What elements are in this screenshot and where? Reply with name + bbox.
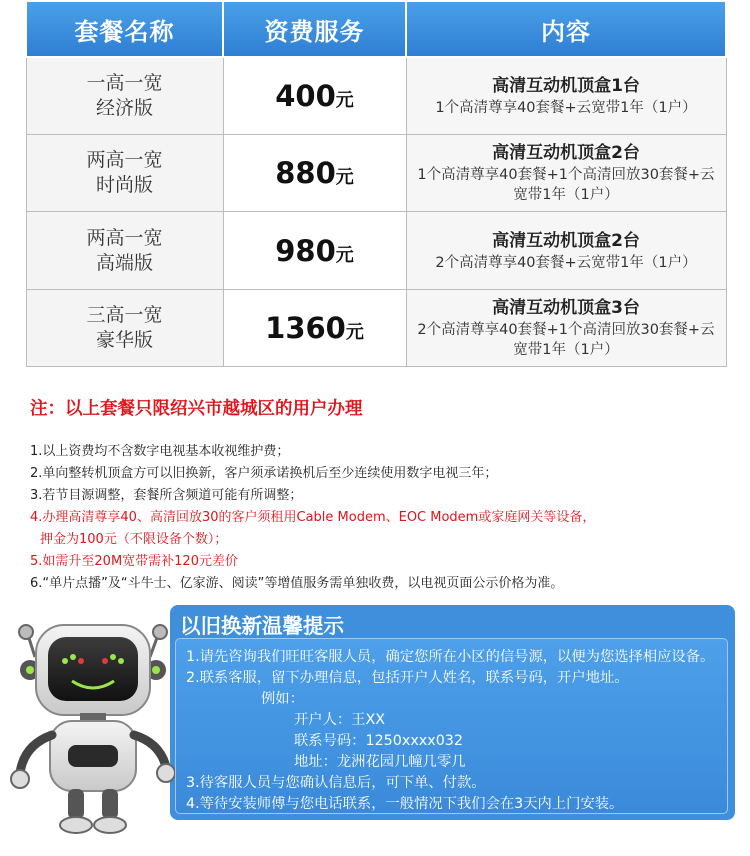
tip-line: 2.联系客服，留下办理信息，包括开户人姓名，联系号码，开户地址。 (186, 670, 629, 686)
price-value: 980 (275, 233, 336, 268)
content-cell (406, 135, 726, 212)
package-name-line2: 经济版 (95, 97, 153, 120)
tip-example-line: 地址：龙洲花园几幢几零几 (294, 754, 466, 770)
price-cell (223, 212, 406, 289)
content-detail: 1个高清尊享40套餐+云宽带1年（1户） (435, 100, 697, 117)
note-item: 5.如需升至20M宽带需补120元差价 (30, 554, 238, 569)
robot-mascot-icon (10, 595, 175, 845)
price-unit: 元 (345, 321, 364, 343)
header-content: 内容 (406, 1, 726, 57)
note-item: 2.单向整转机顶盒方可以旧换新，客户须承诺换机后至少连续使用数字电视三年； (30, 466, 498, 481)
table-row (26, 135, 726, 212)
tip-example-label: 例如： (261, 691, 304, 707)
price-unit: 元 (335, 90, 354, 112)
tip-example-line: 开户人：王XX (294, 712, 386, 728)
tips-body (175, 638, 728, 814)
package-name-line1: 三高一宽 (86, 303, 163, 326)
package-table (25, 0, 727, 367)
price-value: 400 (275, 79, 336, 114)
notes-list (30, 441, 730, 595)
tips-panel (170, 605, 735, 820)
device-label: 高清互动机顶盒1台 (492, 76, 640, 97)
table-row (26, 57, 726, 134)
table-header-row (26, 1, 726, 57)
price-cell (223, 289, 406, 366)
price-cell (223, 135, 406, 212)
package-name-line2: 豪华版 (95, 328, 153, 351)
price-value: 1360 (265, 310, 346, 345)
content-detail: 2个高清尊享40套餐+云宽带1年（1户） (435, 254, 697, 271)
device-label: 高清互动机顶盒2台 (492, 143, 640, 164)
tip-line: 3.待客服人员与您确认信息后，可下单、付款。 (186, 775, 486, 791)
note-item: 6.“单片点播”及“斗牛士、亿家游、阅读”等增值服务需单独收费，以电视页面公示价格为准。 (30, 576, 564, 591)
header-package-name: 套餐名称 (26, 1, 223, 57)
content-detail: 2个高清尊享40套餐+1个高清回放30套餐+云宽带1年（1户） (417, 321, 715, 358)
package-name-cell (26, 212, 223, 289)
note-item: 押金为100元（不限设备个数）； (40, 532, 228, 547)
device-label: 高清互动机顶盒3台 (492, 297, 640, 318)
tip-example-line: 联系号码：1250xxxx032 (294, 733, 464, 749)
package-name-line2: 高端版 (95, 251, 153, 274)
package-name-line1: 一高一宽 (86, 72, 163, 95)
table-row (26, 289, 726, 366)
notice-title: 注：以上套餐只限绍兴市越城区的用户办理 (30, 399, 363, 419)
content-cell (406, 57, 726, 134)
content-cell (406, 212, 726, 289)
package-name-cell (26, 135, 223, 212)
device-label: 高清互动机顶盒2台 (492, 230, 640, 251)
content-cell (406, 289, 726, 366)
note-item: 3.若节目源调整，套餐所含频道可能有所调整； (30, 488, 303, 503)
package-name-line2: 时尚版 (95, 174, 153, 197)
header-price: 资费服务 (223, 1, 406, 57)
price-value: 880 (275, 156, 336, 191)
tip-line: 1.请先咨询我们旺旺客服人员，确定您所在小区的信号源，以便为您选择相应设备。 (186, 649, 715, 665)
package-name-line1: 两高一宽 (86, 226, 163, 249)
tip-line: 4.等待安装师傅与您电话联系，一般情况下我们会在3天内上门安装。 (186, 796, 624, 812)
note-item: 1.以上资费均不含数字电视基本收视维护费； (30, 444, 290, 459)
note-item: 4.办理高清尊享40、高清回放30的客户须租用Cable Modem、EOC Modem或家庭网关等设备， (30, 510, 596, 525)
content-detail: 1个高清尊享40套餐+1个高清回放30套餐+云宽带1年（1户） (417, 167, 715, 204)
price-cell (223, 57, 406, 134)
table-row (26, 212, 726, 289)
package-name-cell (26, 57, 223, 134)
package-name-line1: 两高一宽 (86, 149, 163, 172)
price-unit: 元 (335, 167, 354, 189)
package-name-cell (26, 289, 223, 366)
tips-title: 以旧换新温馨提示 (180, 614, 344, 638)
price-unit: 元 (335, 244, 354, 266)
